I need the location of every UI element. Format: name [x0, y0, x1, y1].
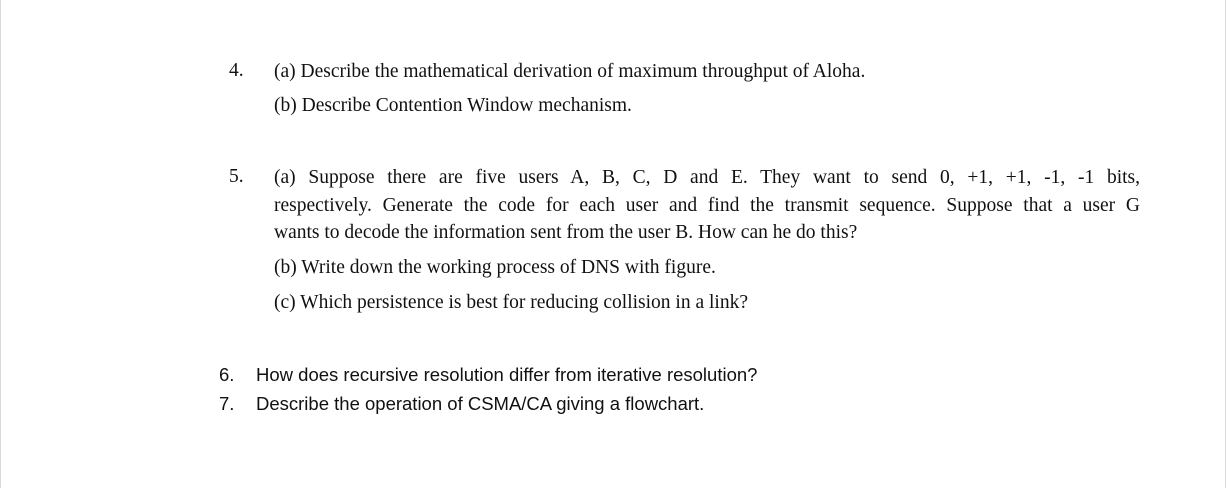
question-5-number: 5. [229, 166, 244, 187]
question-4a-text: (a) Describe the mathematical derivation of maximum throughput of Aloha. [274, 61, 866, 82]
question-7-number: 7. [219, 393, 235, 414]
question-6-number: 6. [219, 364, 235, 385]
question-5b-text: (b) Write down the working process of DNS with figure. [274, 257, 716, 278]
question-5a-line-1: (a) Suppose there are five users A, B, C, D and E. They want to send 0, +1, +1, -1, -1 bits, [274, 167, 1140, 188]
question-5c-text: (c) Which persistence is best for reducing collision in a link? [274, 292, 748, 313]
question-4b-text: (b) Describe Contention Window mechanism. [274, 95, 632, 116]
question-5a-line-3: wants to decode the information sent from the user B. How can he do this? [274, 222, 858, 243]
question-6-text: How does recursive resolution differ from iterative resolution? [256, 364, 758, 385]
question-4-number: 4. [229, 60, 244, 81]
question-5a-line-2: respectively. Generate the code for each user and find the transmit sequence. Suppose that a user G [274, 195, 1140, 216]
question-7-text: Describe the operation of CSMA/CA giving a flowchart. [256, 393, 705, 414]
